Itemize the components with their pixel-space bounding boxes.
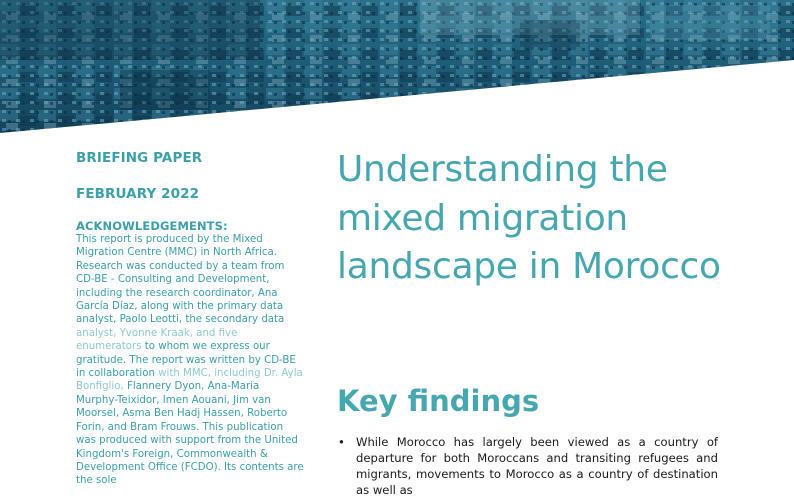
- document-type: BRIEFING PAPER: [76, 150, 203, 166]
- hero-city-image: [0, 0, 794, 140]
- ack-text-part: to whom we express our gratitude. The report was written by CD-BE in collaboration: [76, 341, 296, 380]
- acknowledgements-heading: ACKNOWLEDGEMENTS:: [76, 219, 228, 233]
- acknowledgements-text: [76, 233, 304, 488]
- ack-text-part: analyst, Yvonne Kraak, and five enumerators: [76, 327, 238, 353]
- document-title: Understanding the mixed migration landscape in Morocco: [337, 149, 721, 287]
- ack-text-part: This report is produced by the Mixed Migration Centre (MMC) in North Africa. Research was conducted by a team from CD-BE - Consulting and Development, including the research coordinator, Ana García Díaz, along with the primary data analyst, Paolo Leotti, the secondary data: [76, 234, 285, 326]
- list-item: [336, 434, 718, 498]
- ack-text-part: with MMC, including Dr. Ayla Bonfiglio,: [76, 368, 303, 393]
- publication-date: FEBRUARY 2022: [76, 186, 200, 202]
- section-heading-key-findings: Key findings: [337, 384, 540, 418]
- ack-text-part: Flannery Dyon, Ana-Maria Murphy-Teixidor, Imen Aouani, Jim van Moorsel, Asma Ben Hadj Hassen, Roberto Forin, and Bram Frouws. This publication was produced with support from the United Kingdom's Foreign, Commonwealth & Development Office (FCDO). Its contents are the sole: [76, 381, 304, 487]
- key-findings-list: [336, 434, 718, 498]
- bullet-marker: •: [338, 435, 345, 449]
- sidebar: [76, 150, 304, 488]
- bullet-text: While Morocco has largely been viewed as a country of departure for both Moroccans and transiting refugees and migrants, movements to Morocco as a country of destination as well as: [356, 435, 718, 497]
